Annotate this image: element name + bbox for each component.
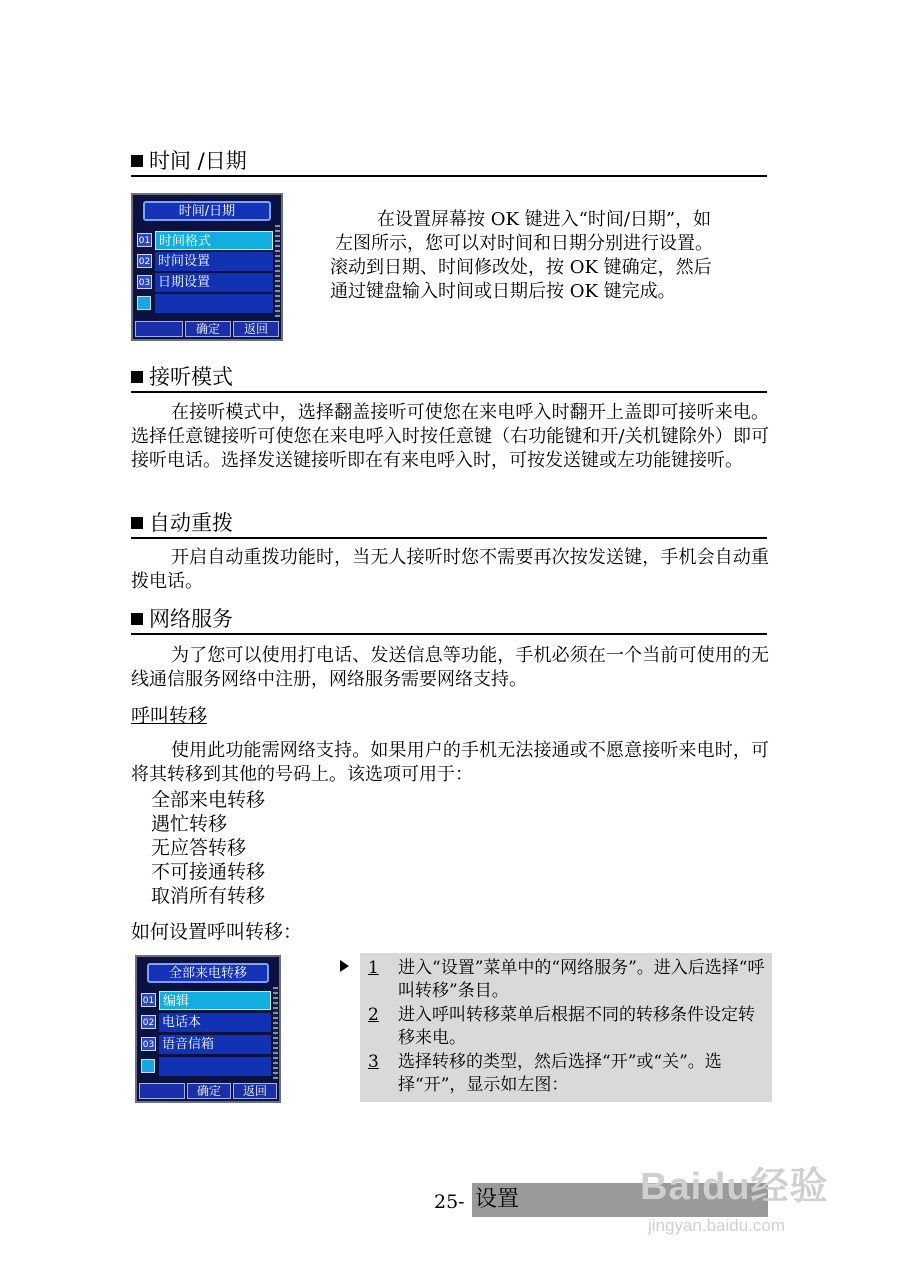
answer-mode-paragraph: 在接听模式中，选择翻盖接听可使您在来电呼入时翻开上盖即可接听来电。选择任意键接听可使您在来电呼入时按任意键（右功能键和开/关机键除外）即可接听电话。选择发送键接听即在有来电呼入时，可按发送键或左功能键接听。 [131, 402, 769, 471]
steps-box: 1 进入“设置”菜单中的“网络服务”。进入后选择“呼叫转移”条目。 2 进入呼叫转移菜单后根据不同的转移条件设定转移来电。 3 选择转移的类型，然后选择“开”或“关”。选择“开”，显示如左图： [360, 953, 772, 1102]
phone-menu-item-2: 02 电话本 [141, 1013, 271, 1032]
phone-menu-item-1: 01 编辑 [141, 991, 271, 1010]
option-item: 全部来电转移 [151, 789, 266, 811]
phone-menu-item-3: 03 语音信箱 [141, 1035, 271, 1054]
auto-redial-paragraph: 开启自动重拨功能时，当无人接听时您不需要再次按发送键，手机会自动重拨电话。 [131, 547, 769, 592]
option-item: 遇忙转移 [151, 813, 228, 835]
watermark-brand: Baidu经验 [640, 1166, 829, 1208]
bullet-square-icon [131, 155, 143, 167]
phone-menu-item-3: 03 日期设置 [137, 273, 273, 292]
phone-softkey-bar [139, 1083, 277, 1099]
option-item: 取消所有转移 [151, 885, 266, 907]
how-to-label: 如何设置呼叫转移： [131, 921, 303, 943]
section-heading-network-services: 网络服务 [131, 606, 767, 635]
phone-softkey-bar [135, 321, 279, 337]
arrow-right-icon [340, 960, 349, 972]
phone-softkey-blank [135, 321, 183, 337]
bullet-square-icon [131, 371, 143, 383]
phone-screen-title: 全部来电转移 [147, 963, 269, 983]
time-date-paragraph: 在设置屏幕按 OK 键进入“时间/日期”，如 左图所示，您可以对时间和日期分别进行设置。 滚动到日期、时间修改处，按 OK 键确定，然后 通过键盘输入时间或日期后按 OK 键完成。 [330, 209, 713, 302]
phone-menu-item-empty [137, 294, 273, 313]
network-services-paragraph: 为了您可以使用打电话、发送信息等功能，手机必须在一个当前可使用的无线通信服务网络中注册，网络服务需要网络支持。 [131, 645, 769, 690]
phone-back-softkey: 返回 [233, 1083, 277, 1099]
phone-menu-item-empty [141, 1057, 271, 1076]
section-heading-auto-redial: 自动重拨 [131, 510, 767, 539]
square-indicator-icon [141, 1059, 155, 1073]
bullet-square-icon [131, 613, 143, 625]
bullet-square-icon [131, 517, 143, 529]
phone-scrollbar [275, 225, 280, 317]
phone-menu-item-2: 02 时间设置 [137, 252, 273, 271]
phone-scrollbar [273, 987, 278, 1079]
page-number: 25- [434, 1191, 465, 1213]
section-heading-time-date: 时间 /日期 [131, 148, 767, 177]
option-item: 无应答转移 [151, 837, 247, 859]
phone-screen-call-forward [135, 955, 281, 1103]
phone-screen-title: 时间/日期 [143, 201, 271, 221]
call-forward-subheading: 呼叫转移 [131, 705, 208, 727]
call-forward-paragraph: 使用此功能需网络支持。如果用户的手机无法接通或不愿意接听来电时，可将其转移到其他的号码上。该选项可用于： [131, 740, 769, 785]
watermark-url: jingyan.baidu.com [648, 1216, 786, 1235]
phone-screen-time-date [131, 193, 283, 341]
phone-softkey-blank [139, 1083, 185, 1099]
phone-back-softkey: 返回 [233, 321, 279, 337]
section-heading-answer-mode: 接听模式 [131, 364, 767, 393]
option-item: 不可接通转移 [151, 861, 266, 883]
phone-ok-softkey: 确定 [187, 1083, 231, 1099]
square-indicator-icon [137, 296, 151, 310]
phone-ok-softkey: 确定 [185, 321, 231, 337]
phone-menu-item-1: 01 时间格式 [137, 231, 273, 250]
footer-title: 设置 [475, 1187, 520, 1212]
